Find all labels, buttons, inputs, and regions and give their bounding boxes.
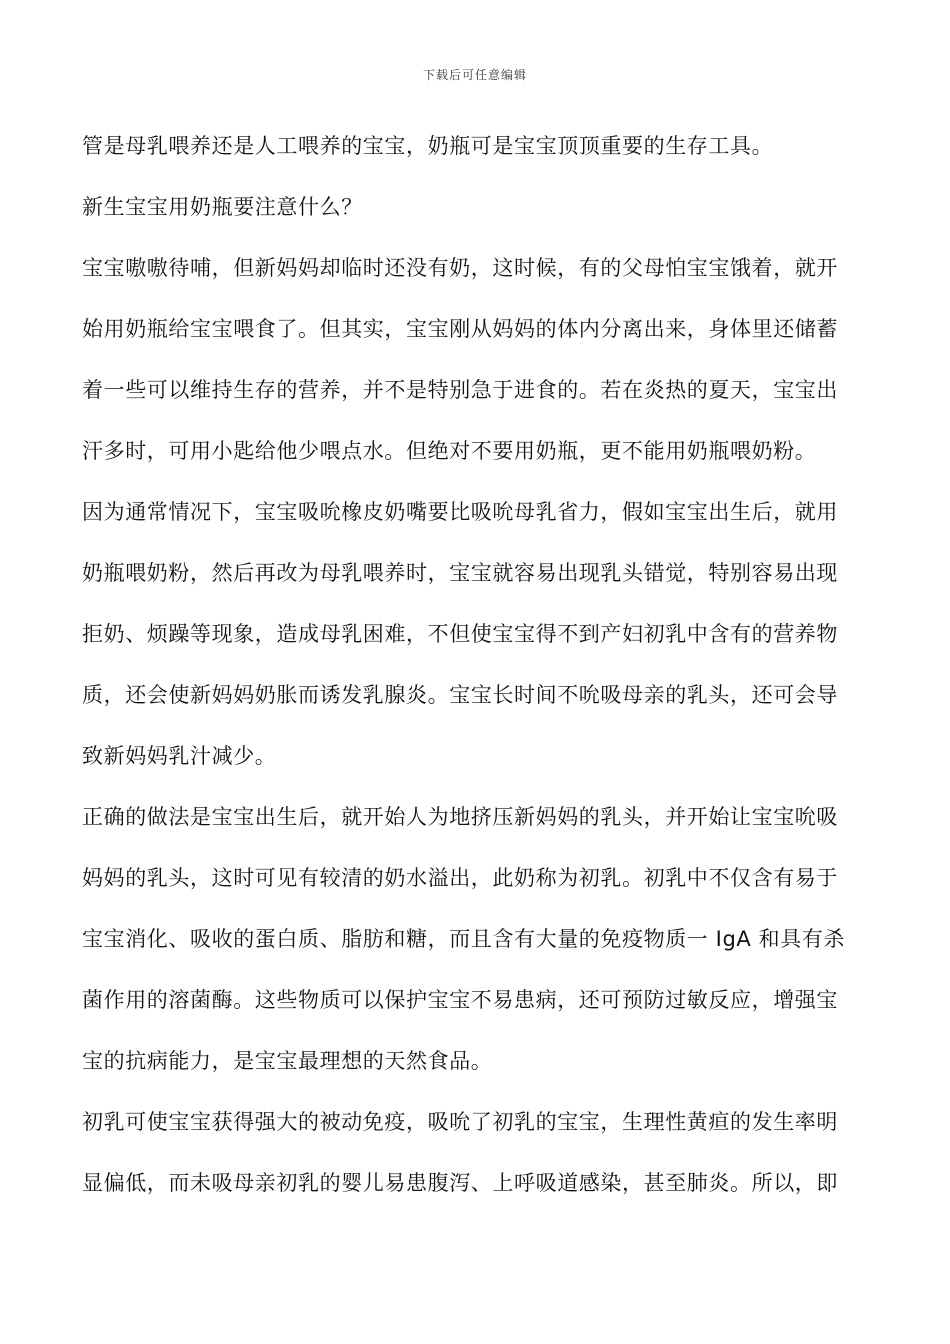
paragraph	[82, 116, 868, 177]
document-body	[82, 116, 868, 1214]
paragraph	[82, 238, 868, 482]
text-line: 管是母乳喂养还是人工喂养的宝宝，奶瓶可是宝宝顶顶重要的生存工具。	[82, 134, 774, 158]
page-header: 下载后可任意编辑	[422, 68, 527, 82]
paragraph	[82, 177, 868, 238]
text-line: 显偏低，而未吸母亲初乳的婴儿易患腹泻、上呼吸道感染，甚至肺炎。所以，即	[82, 1171, 838, 1195]
text-line: 奶瓶喂奶粉，然后再改为母乳喂养时，宝宝就容易出现乳头错觉，特别容易出现	[82, 561, 838, 585]
text-line: 菌作用的溶菌酶。这些物质可以保护宝宝不易患病，还可预防过敏反应，增强宝	[82, 988, 838, 1012]
text-line: 致新妈妈乳汁减少。	[82, 744, 277, 768]
text-line: 因为通常情况下，宝宝吸吮橡皮奶嘴要比吸吮母乳省力，假如宝宝出生后，就用	[82, 500, 838, 524]
text-line: 初乳可使宝宝获得强大的被动免疫，吸吮了初乳的宝宝，生理性黄疸的发生率明	[82, 1110, 838, 1134]
paragraph	[82, 482, 868, 787]
text-line: 始用奶瓶给宝宝喂食了。但其实，宝宝刚从妈妈的体内分离出来，身体里还储蓄	[82, 317, 838, 341]
text-line: 汗多时，可用小匙给他少喂点水。但绝对不要用奶瓶，更不能用奶瓶喂奶粉。	[82, 439, 817, 463]
text-line: 妈妈的乳头，这时可见有较清的奶水溢出，此奶称为初乳。初乳中不仅含有易于	[82, 866, 838, 890]
text-line: 新生宝宝用奶瓶要注意什么？	[82, 195, 363, 219]
text-line: 质，还会使新妈妈奶胀而诱发乳腺炎。宝宝长时间不吮吸母亲的乳头，还可会导	[82, 683, 838, 707]
text-line: 拒奶、烦躁等现象，造成母乳困难，不但使宝宝得不到产妇初乳中含有的营养物	[82, 622, 838, 646]
text-line: 宝宝消化、吸收的蛋白质、脂肪和糖，而且含有大量的免疫物质一 IgA 和具有杀	[82, 927, 846, 951]
text-line: 宝宝嗷嗷待哺，但新妈妈却临时还没有奶，这时候，有的父母怕宝宝饿着，就开	[82, 256, 838, 280]
text-line: 正确的做法是宝宝出生后，就开始人为地挤压新妈妈的乳头，并开始让宝宝吮吸	[82, 805, 838, 829]
paragraph	[82, 1092, 868, 1214]
text-line: 宝的抗病能力，是宝宝最理想的天然食品。	[82, 1049, 493, 1073]
text-line: 着一些可以维持生存的营养，并不是特别急于进食的。若在炎热的夏天，宝宝出	[82, 378, 838, 402]
paragraph	[82, 787, 868, 1092]
